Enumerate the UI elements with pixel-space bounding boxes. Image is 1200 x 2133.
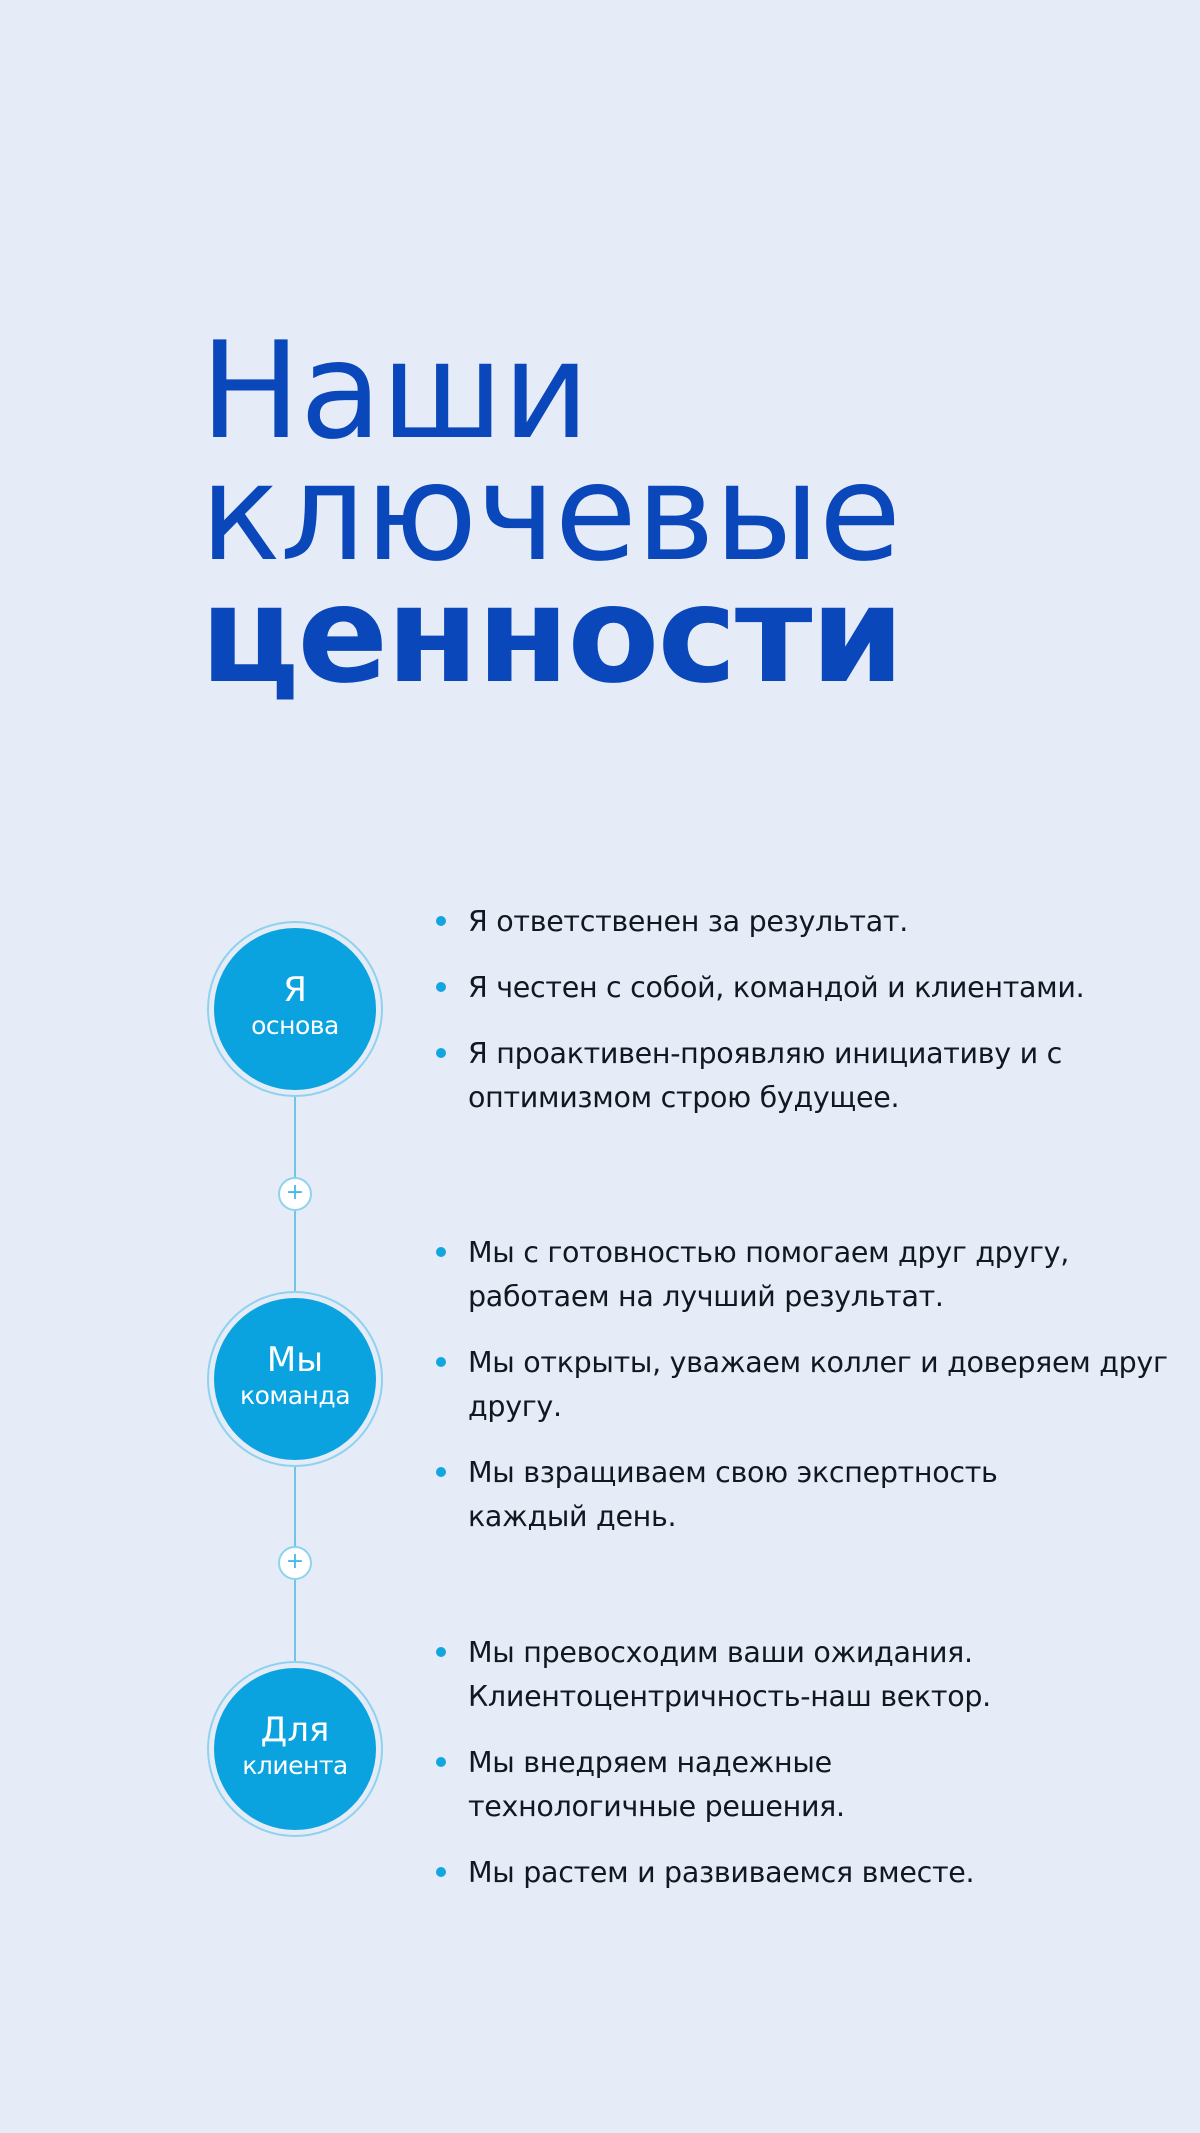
list-item (436, 900, 1136, 944)
bullet-dot-icon (436, 916, 446, 926)
value-node-dlya-klienta (207, 1661, 383, 1837)
value-node-subtitle: команда (239, 1381, 351, 1410)
bullet-dot-icon (436, 1247, 446, 1257)
list-item (436, 1032, 1088, 1120)
value-node-circle (214, 1298, 376, 1460)
value-node-my-komanda (207, 1291, 383, 1467)
list-item-text: Мы превосходим ваши ожидания. Клиентоцентричность-наш вектор. (468, 1636, 991, 1713)
values-list-ya (436, 900, 1136, 1142)
plus-icon: + (278, 1177, 312, 1211)
value-node-subtitle: основа (251, 1011, 339, 1040)
bullet-dot-icon (436, 982, 446, 992)
list-item-text: Мы внедряем надежные технологичные решения. (468, 1746, 845, 1823)
list-item (436, 1231, 1138, 1319)
bullet-dot-icon (436, 1048, 446, 1058)
list-item (436, 1341, 1168, 1429)
page-title (200, 313, 903, 713)
list-item-text: Мы взращиваем свою экспертность каждый день. (468, 1456, 998, 1533)
bullet-dot-icon (436, 1867, 446, 1877)
bullet-dot-icon (436, 1467, 446, 1477)
list-item (436, 1451, 1068, 1539)
title-line-3: ценности (200, 557, 903, 713)
value-node-ya-osnova (207, 921, 383, 1097)
list-item (436, 1851, 1136, 1895)
bullet-dot-icon (436, 1647, 446, 1657)
list-item (436, 966, 1136, 1010)
list-item-text: Я проактивен-проявляю инициативу и с оптимизмом строю будущее. (468, 1037, 1062, 1114)
list-item (436, 1631, 1068, 1719)
title-line-1: Наши (200, 313, 589, 469)
bullet-dot-icon (436, 1757, 446, 1767)
values-list-my (436, 1231, 1168, 1561)
list-item-text: Мы растем и развиваемся вместе. (468, 1856, 975, 1889)
title-line-2: ключевые (200, 435, 901, 591)
list-item-text: Я честен с собой, командой и клиентами. (468, 971, 1085, 1004)
value-node-circle (214, 1668, 376, 1830)
list-item-text: Я ответственен за результат. (468, 905, 908, 938)
values-list-dlya-klienta (436, 1631, 1136, 1917)
value-node-circle (214, 928, 376, 1090)
value-node-title: Мы (266, 1340, 324, 1380)
list-item-text: Мы открыты, уважаем коллег и доверяем друг другу. (468, 1346, 1168, 1423)
list-item-text: Мы с готовностью помогаем друг другу, работаем на лучший результат. (468, 1236, 1070, 1313)
value-node-subtitle: клиента (242, 1751, 348, 1780)
bullet-dot-icon (436, 1357, 446, 1367)
value-node-title: Для (260, 1710, 330, 1750)
value-node-title: Я (283, 970, 307, 1010)
list-item (436, 1741, 908, 1829)
plus-icon: + (278, 1546, 312, 1580)
